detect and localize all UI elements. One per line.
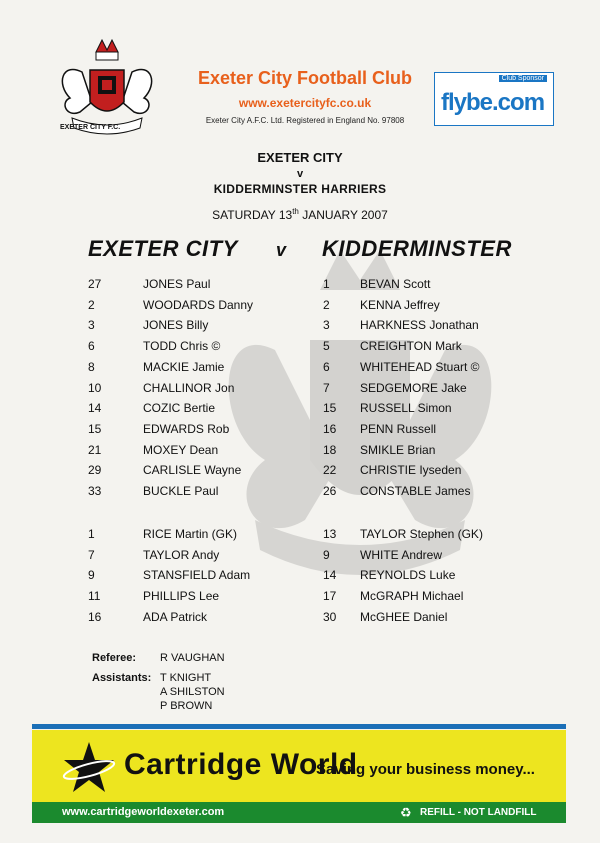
home-player-name: CARLISLE Wayne: [143, 463, 242, 478]
away-player-name: CONSTABLE James: [360, 484, 471, 498]
assistant-2: A SHILSTON: [160, 686, 225, 698]
home-player-number: 8: [88, 359, 95, 374]
assistant-3: P BROWN: [160, 700, 213, 712]
sponsor-label: Club Sponsor: [499, 75, 547, 82]
away-player-number: 22: [323, 463, 337, 478]
away-player-name: BEVAN Scott: [360, 277, 431, 291]
advert-refill-text: REFILL - NOT LANDFILL: [420, 807, 537, 818]
cartridge-world-star-icon: [60, 740, 118, 796]
home-player-name: TODD Chris ©: [143, 339, 221, 354]
club-website-link[interactable]: www.exetercityfc.co.uk: [238, 96, 372, 110]
away-player-name: CHRISTIE Iyseden: [360, 463, 462, 478]
home-player-number: 3: [88, 318, 95, 333]
home-player-name: EDWARDS Rob: [143, 421, 230, 436]
away-sub-player-name: WHITE Andrew: [360, 547, 443, 562]
away-player-name: HARKNESS Jonathan: [360, 318, 479, 333]
away-player-name: WHITEHEAD Stuart ©: [360, 359, 480, 374]
home-player-number: 6: [88, 339, 95, 354]
away-player-number: 7: [323, 380, 330, 395]
away-player-number: 15: [323, 401, 337, 416]
away-player-number: 6: [323, 359, 330, 374]
home-player-number: 29: [88, 463, 102, 478]
away-player-name: CREIGHTON Mark: [360, 339, 462, 354]
home-team-heading: EXETER CITY: [88, 236, 238, 261]
home-sub-player-name: STANSFIELD Adam: [143, 568, 251, 583]
home-sub-player-number: 9: [88, 568, 95, 583]
away-sub-player-name: McGHEE Daniel: [360, 609, 448, 624]
home-sub-player-name: RICE Martin (GK): [143, 527, 238, 541]
away-sub-player-number: 14: [323, 568, 337, 583]
home-sub-player-name: PHILLIPS Lee: [143, 589, 220, 604]
home-player-number: 21: [88, 442, 102, 457]
home-player-name: CHALLINOR Jon: [143, 380, 235, 395]
home-player-name: COZIC Bertie: [143, 401, 216, 416]
away-player-number: 2: [323, 297, 330, 312]
home-player-name: BUCKLE Paul: [143, 484, 219, 498]
match-versus: v: [296, 168, 304, 180]
sponsor-box: [434, 72, 554, 126]
versus-heading: v: [276, 240, 287, 260]
home-player-name: WOODARDS Danny: [143, 297, 254, 312]
banner-stripe: [32, 724, 566, 729]
home-player-name: MACKIE Jamie: [143, 359, 225, 374]
away-player-number: 26: [323, 484, 337, 498]
match-date: SATURDAY 13th JANUARY 2007: [212, 207, 388, 222]
away-player-name: SEDGEMORE Jake: [360, 380, 467, 395]
assistant-1: T KNIGHT: [160, 672, 212, 684]
away-sub-player-name: TAYLOR Stephen (GK): [360, 527, 483, 541]
flybe-logo: flybe.com: [441, 89, 545, 116]
away-sub-player-number: 17: [323, 589, 337, 604]
home-player-number: 27: [88, 277, 102, 291]
away-sub-player-number: 9: [323, 547, 330, 562]
crest-text: EXETER CITY F.C.: [60, 124, 121, 131]
home-player-name: JONES Paul: [143, 277, 211, 291]
home-sub-player-number: 1: [88, 527, 95, 541]
away-player-number: 5: [323, 339, 330, 354]
home-player-number: 33: [88, 484, 102, 498]
away-player-number: 1: [323, 277, 330, 291]
home-player-name: MOXEY Dean: [143, 442, 219, 457]
home-player-number: 2: [88, 297, 95, 312]
away-player-number: 3: [323, 318, 330, 333]
away-player-name: RUSSELL Simon: [360, 401, 452, 416]
away-player-name: SMIKLE Brian: [360, 442, 436, 457]
away-sub-player-name: REYNOLDS Luke: [360, 568, 456, 583]
match-away-team: KIDDERMINSTER HARRIERS: [213, 182, 387, 196]
away-sub-player-name: McGRAPH Michael: [360, 589, 464, 604]
assistants-label: Assistants:: [92, 672, 152, 684]
recycle-icon: ♻: [400, 805, 412, 820]
away-player-name: PENN Russell: [360, 421, 437, 436]
home-player-number: 14: [88, 401, 102, 416]
home-player-name: JONES Billy: [143, 318, 209, 333]
advert-slogan: Saving your business money...: [316, 761, 535, 778]
away-sub-player-number: 30: [323, 609, 337, 624]
club-name: Exeter City Football Club: [197, 68, 413, 88]
referee-name: R VAUGHAN: [160, 652, 225, 664]
referee-label: Referee:: [92, 652, 137, 664]
home-sub-player-number: 7: [88, 547, 95, 562]
home-sub-player-number: 11: [88, 589, 101, 604]
away-player-name: KENNA Jeffrey: [360, 297, 440, 312]
home-sub-player-name: ADA Patrick: [143, 609, 208, 624]
advert-url-link[interactable]: www.cartridgeworldexeter.com: [62, 806, 225, 818]
away-player-number: 18: [323, 442, 337, 457]
home-player-number: 10: [88, 380, 102, 395]
match-home-team: EXETER CITY: [257, 150, 343, 165]
home-sub-player-name: TAYLOR Andy: [143, 547, 220, 562]
registration-note: Exeter City A.F.C. Ltd. Registered in England No. 97808: [205, 116, 405, 125]
away-player-number: 16: [323, 421, 337, 436]
away-team-heading: KIDDERMINSTER: [322, 236, 512, 261]
advert-brand: Cartridge World: [124, 748, 358, 781]
home-sub-player-number: 16: [88, 609, 102, 624]
home-player-number: 15: [88, 421, 102, 436]
away-sub-player-number: 13: [323, 527, 337, 541]
